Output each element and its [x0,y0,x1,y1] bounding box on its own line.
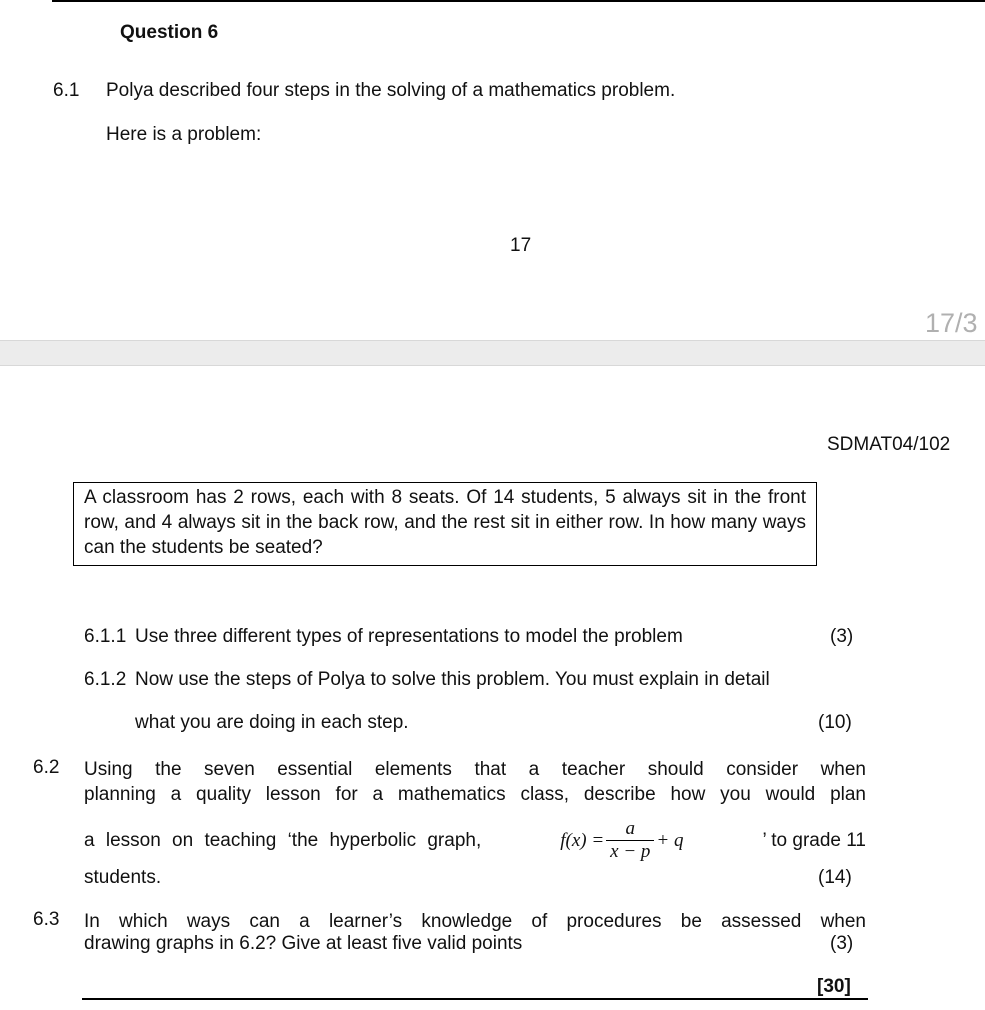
formula-fraction [606,818,654,863]
q62-line2: planning a quality lesson for a mathematics class, describe how you would plan [84,784,866,805]
q611-text: Use three different types of representations to model the problem [135,626,683,647]
q62-number: 6.2 [33,757,60,778]
page-number: 17 [510,235,532,256]
problem-text: A classroom has 2 rows, each with 8 seats. Of 14 students, 5 always sit in the front row, and 4 always sit in the back row, and the rest sit in either row. In how many ways can the students be seated? [84,487,806,558]
total-marks: [30] [817,976,851,997]
bottom-rule [82,998,868,1000]
q62-line3-pre: a lesson on teaching ‘the hyperbolic graph, [84,829,482,851]
q62-line4: students. [84,867,162,888]
q611-marks: (3) [830,626,854,647]
q612-line1: Now use the steps of Polya to solve this problem. You must explain in detail [135,669,770,690]
q61-intro: Here is a problem: [106,124,262,145]
q612-marks: (10) [818,712,852,733]
question-title: Question 6 [120,22,219,43]
formula-numerator: a [606,818,654,841]
q63-number: 6.3 [33,909,60,930]
q612-line2: what you are doing in each step. [135,712,409,733]
problem-box [73,482,817,566]
formula-denominator: x − p [610,841,651,862]
q63-line2: drawing graphs in 6.2? Give at least five valid points [84,933,523,954]
page-separator [0,340,985,366]
hyperbola-formula [560,818,683,863]
formula-lhs: f(x) = [560,829,605,851]
q62-line3 [84,818,866,863]
top-rule [52,0,985,2]
course-code: SDMAT04/102 [827,434,951,455]
q611-number: 6.1.1 [84,626,127,647]
q63-marks: (3) [830,933,854,954]
q62-line3-post: ’ to grade 11 [762,829,866,851]
page-indicator: 17/3 [925,308,978,338]
q612-number: 6.1.2 [84,669,127,690]
q61-text: Polya described four steps in the solving of a mathematics problem. [106,80,676,101]
formula-rhs: + q [656,829,684,851]
q62-marks: (14) [818,867,852,888]
q62-line1: Using the seven essential elements that a teacher should consider when [84,759,866,780]
q61-number: 6.1 [53,80,80,101]
q63-line1: In which ways can a learner’s knowledge of procedures be assessed when [84,911,866,932]
